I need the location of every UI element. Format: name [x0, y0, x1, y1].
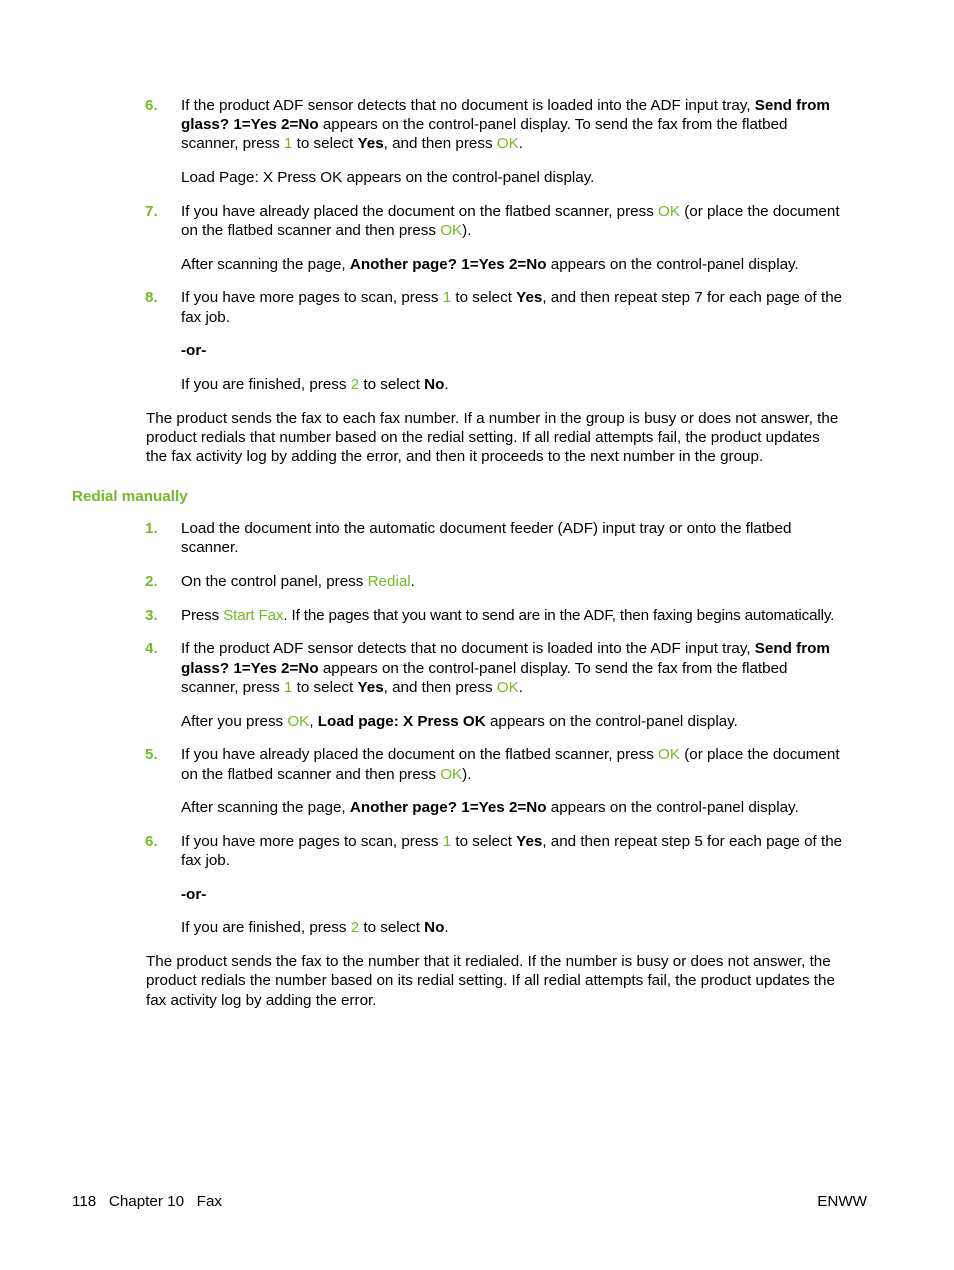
step-number: 6. — [145, 97, 158, 114]
ok-key-ref: OK — [440, 766, 463, 783]
paragraph-line: The product sends the fax to each fax number. If a number in the group is busy or does not answer, the — [146, 410, 839, 427]
step-text-line: Press Start Fax. If the pages that you want to send are in the ADF, then faxing begins automatically. — [181, 607, 835, 624]
step-text-line: scanner. — [181, 539, 239, 556]
step-number: 6. — [145, 833, 158, 850]
key-1-ref: 1 — [442, 833, 452, 850]
step-number: 3. — [145, 607, 158, 624]
step-text-line: on the flatbed scanner and then press OK). — [181, 222, 472, 239]
step-text-line: on the flatbed scanner and then press OK). — [181, 766, 472, 783]
or-separator: -or- — [181, 342, 207, 359]
step-text-line: scanner, press 1 to select Yes, and then press OK. — [181, 135, 523, 152]
step-number: 8. — [145, 289, 158, 306]
step-text-line: glass? 1=Yes 2=No appears on the control-panel display. To send the fax from the flatbed — [181, 660, 788, 677]
paragraph-line: product redials the number based on its redial setting. If all redial attempts fail, the product updates the — [146, 972, 835, 989]
step-text-line: glass? 1=Yes 2=No appears on the control-panel display. To send the fax from the flatbed — [181, 116, 788, 133]
section-heading: Redial manually — [72, 488, 188, 505]
footer-enww: ENWW — [817, 1193, 867, 1210]
key-1-ref: 1 — [442, 289, 452, 306]
step-text-line: Load the document into the automatic document feeder (ADF) input tray or onto the flatbed — [181, 520, 792, 537]
key-1-ref: 1 — [284, 679, 293, 696]
paragraph-line: The product sends the fax to the number that it redialed. If the number is busy or does not answer, the — [146, 953, 831, 970]
paragraph-line: fax activity log by adding the error. — [146, 992, 377, 1009]
step-text-line: If the product ADF sensor detects that no document is loaded into the ADF input tray, Send from — [181, 97, 830, 114]
paragraph-line: the fax activity log by adding the error, and then it proceeds to the next number in the group. — [146, 448, 764, 465]
step-subtext: After scanning the page, Another page? 1=Yes 2=No appears on the control-panel display. — [181, 799, 799, 816]
ok-key-ref: OK — [658, 203, 680, 220]
step-text-line: fax job. — [181, 852, 230, 869]
step-text-line: If you have already placed the document on the flatbed scanner, press OK (or place the document — [181, 746, 840, 763]
ok-key-ref: OK — [496, 135, 519, 152]
step-number: 4. — [145, 640, 158, 657]
step-subtext: Load Page: X Press OK appears on the control-panel display. — [181, 169, 595, 186]
step-number: 7. — [145, 203, 158, 220]
step-subtext: If you are finished, press 2 to select No. — [181, 919, 449, 936]
redial-key-ref: Redial — [367, 573, 411, 590]
step-subtext: If you are finished, press 2 to select No. — [181, 376, 449, 393]
footer-page-info: 118 Chapter 10 Fax — [72, 1193, 222, 1210]
start-fax-key-ref: Start Fax — [223, 607, 284, 624]
step-subtext: After scanning the page, Another page? 1=Yes 2=No appears on the control-panel display. — [181, 256, 799, 273]
step-text-line: On the control panel, press Redial. — [181, 573, 415, 590]
key-2-ref: 2 — [350, 919, 360, 936]
step-text-line: If the product ADF sensor detects that no document is loaded into the ADF input tray, Send from — [181, 640, 830, 657]
step-number: 1. — [145, 520, 158, 537]
or-separator: -or- — [181, 886, 207, 903]
step-number: 2. — [145, 573, 158, 590]
ok-key-ref: OK — [658, 746, 680, 763]
ok-key-ref: OK — [440, 222, 463, 239]
key-2-ref: 2 — [350, 376, 360, 393]
step-text-line: fax job. — [181, 309, 230, 326]
ok-key-ref: OK — [287, 713, 310, 730]
key-1-ref: 1 — [284, 135, 293, 152]
paragraph-line: product redials that number based on the redial setting. If all redial attempts fail, the product updates — [146, 429, 820, 446]
step-subtext: After you press OK, Load page: X Press OK appears on the control-panel display. — [181, 713, 738, 730]
step-number: 5. — [145, 746, 158, 763]
step-text-line: If you have more pages to scan, press 1 to select Yes, and then repeat step 7 for each page of the — [181, 289, 843, 306]
step-text-line: scanner, press 1 to select Yes, and then press OK. — [181, 679, 523, 696]
step-text-line: If you have already placed the document on the flatbed scanner, press OK (or place the document — [181, 203, 840, 220]
step-text-line: If you have more pages to scan, press 1 to select Yes, and then repeat step 5 for each page of the — [181, 833, 843, 850]
ok-key-ref: OK — [496, 679, 519, 696]
